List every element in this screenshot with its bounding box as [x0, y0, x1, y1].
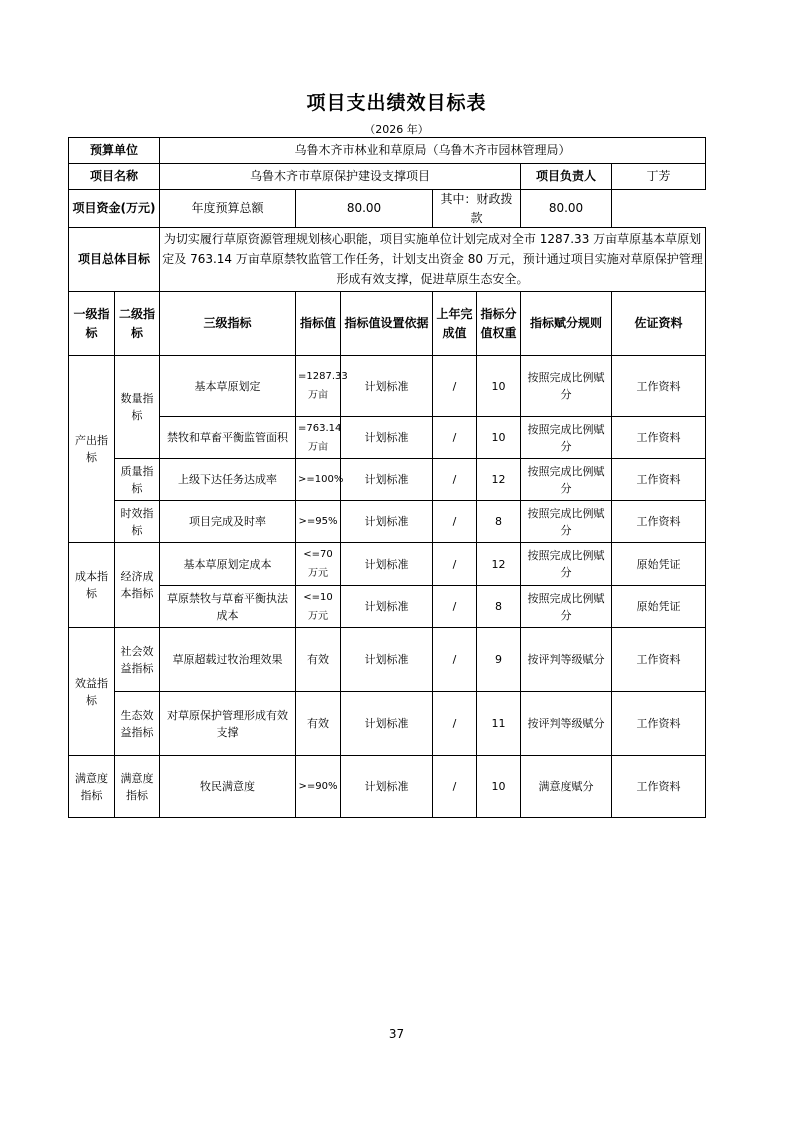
annual-budget-label: 年度预算总额: [160, 190, 296, 228]
value-cell: 有效: [296, 692, 341, 756]
last-year-cell: /: [433, 501, 477, 543]
project-name-label: 项目名称: [69, 164, 160, 190]
last-year-cell: /: [433, 543, 477, 586]
level1-cell: 成本指标: [69, 543, 115, 628]
basis-cell: 计划标准: [341, 692, 433, 756]
rule-cell: 按照完成比例赋分: [521, 459, 612, 501]
table-row: [69, 417, 706, 459]
level1-cell: 效益指标: [69, 628, 115, 756]
table-row: [69, 692, 706, 756]
last-year-cell: /: [433, 356, 477, 417]
weight-cell: 8: [477, 501, 521, 543]
table-row: [69, 628, 706, 692]
value-cell: 有效: [296, 628, 341, 692]
level2-cell: 生态效益指标: [115, 692, 160, 756]
basis-cell: 计划标准: [341, 417, 433, 459]
evidence-cell: 工作资料: [612, 756, 706, 818]
weight-cell: 10: [477, 756, 521, 818]
rule-cell: 按照完成比例赋分: [521, 501, 612, 543]
header-value: 指标值: [296, 292, 341, 356]
table-row: [69, 756, 706, 818]
header-level3: 三级指标: [160, 292, 296, 356]
level2-cell: 数量指标: [115, 356, 160, 459]
level2-cell: 经济成本指标: [115, 543, 160, 628]
level2-cell: 满意度指标: [115, 756, 160, 818]
document-year: （2026 年）: [364, 123, 429, 136]
table-row: [69, 543, 706, 586]
last-year-cell: /: [433, 756, 477, 818]
basis-cell: 计划标准: [341, 501, 433, 543]
evidence-cell: 工作资料: [612, 692, 706, 756]
evidence-cell: 工作资料: [612, 459, 706, 501]
level3-cell: 基本草原划定: [160, 356, 296, 417]
level2-cell: 社会效益指标: [115, 628, 160, 692]
level3-cell: 草原禁牧与草畜平衡执法成本: [160, 586, 296, 628]
table-row: [69, 586, 706, 628]
annual-budget-value: 80.00: [296, 190, 433, 228]
weight-cell: 12: [477, 459, 521, 501]
level3-cell: 牧民满意度: [160, 756, 296, 818]
rule-cell: 按照完成比例赋分: [521, 586, 612, 628]
value-cell: =1287.33 万亩: [296, 356, 341, 417]
table-row: [69, 356, 706, 417]
weight-cell: 10: [477, 356, 521, 417]
page-number: 37: [388, 1027, 405, 1041]
rule-cell: 满意度赋分: [521, 756, 612, 818]
last-year-cell: /: [433, 417, 477, 459]
project-funds-label: 项目资金(万元): [69, 190, 160, 228]
evidence-cell: 原始凭证: [612, 543, 706, 586]
level3-cell: 上级下达任务达成率: [160, 459, 296, 501]
evidence-cell: 工作资料: [612, 628, 706, 692]
level3-cell: 禁牧和草畜平衡监管面积: [160, 417, 296, 459]
overall-goal-text: 为切实履行草原资源管理规划核心职能，项目实施单位计划完成对全市 1287.33 万亩草原基本草原划定及 763.14 万亩草原禁牧监管工作任务，计划支出资金 80 万元，预计通过项目实施对草原保护管理形成有效支撑，促进草原生态安全。: [160, 228, 706, 292]
rule-cell: 按照完成比例赋分: [521, 417, 612, 459]
value-cell: >=95%: [296, 501, 341, 543]
last-year-cell: /: [433, 692, 477, 756]
level1-cell: 满意度指标: [69, 756, 115, 818]
basis-cell: 计划标准: [341, 756, 433, 818]
table-row: [69, 501, 706, 543]
fiscal-allocation-label: 其中：财政拨款: [433, 190, 521, 228]
last-year-cell: /: [433, 586, 477, 628]
rule-cell: 按评判等级赋分: [521, 628, 612, 692]
rule-cell: 按照完成比例赋分: [521, 356, 612, 417]
weight-cell: 9: [477, 628, 521, 692]
basis-cell: 计划标准: [341, 586, 433, 628]
weight-cell: 10: [477, 417, 521, 459]
evidence-cell: 工作资料: [612, 417, 706, 459]
fiscal-allocation-value: 80.00: [521, 190, 612, 228]
level3-cell: 项目完成及时率: [160, 501, 296, 543]
rule-cell: 按评判等级赋分: [521, 692, 612, 756]
rule-cell: 按照完成比例赋分: [521, 543, 612, 586]
budget-unit-label: 预算单位: [69, 138, 160, 164]
basis-cell: 计划标准: [341, 628, 433, 692]
header-level2: 二级指标: [115, 292, 160, 356]
level2-cell: 质量指标: [115, 459, 160, 501]
level3-cell: 对草原保护管理形成有效支撑: [160, 692, 296, 756]
last-year-cell: /: [433, 628, 477, 692]
level2-cell: 时效指标: [115, 501, 160, 543]
project-name-value: 乌鲁木齐市草原保护建设支撑项目: [160, 164, 521, 190]
level3-cell: 基本草原划定成本: [160, 543, 296, 586]
value-cell: =763.14 万亩: [296, 417, 341, 459]
performance-table: [68, 137, 706, 818]
weight-cell: 8: [477, 586, 521, 628]
header-weight: 指标分值权重: [477, 292, 521, 356]
table-row: [69, 459, 706, 501]
header-rule: 指标赋分规则: [521, 292, 612, 356]
value-cell: >=90%: [296, 756, 341, 818]
basis-cell: 计划标准: [341, 543, 433, 586]
weight-cell: 11: [477, 692, 521, 756]
level1-cell: 产出指标: [69, 356, 115, 543]
project-leader-value: 丁芳: [612, 164, 706, 190]
project-leader-label: 项目负责人: [521, 164, 612, 190]
basis-cell: 计划标准: [341, 459, 433, 501]
document-title: 项目支出绩效目标表: [306, 92, 487, 114]
overall-goal-label: 项目总体目标: [69, 228, 160, 292]
basis-cell: 计划标准: [341, 356, 433, 417]
header-last-year: 上年完成值: [433, 292, 477, 356]
weight-cell: 12: [477, 543, 521, 586]
value-cell: >=100%: [296, 459, 341, 501]
header-level1: 一级指标: [69, 292, 115, 356]
level3-cell: 草原超载过牧治理效果: [160, 628, 296, 692]
value-cell: <=10 万元: [296, 586, 341, 628]
value-cell: <=70 万元: [296, 543, 341, 586]
header-basis: 指标值设置依据: [341, 292, 433, 356]
last-year-cell: /: [433, 459, 477, 501]
evidence-cell: 原始凭证: [612, 586, 706, 628]
header-evidence: 佐证资料: [612, 292, 706, 356]
evidence-cell: 工作资料: [612, 501, 706, 543]
budget-unit-value: 乌鲁木齐市林业和草原局（乌鲁木齐市园林管理局）: [160, 138, 706, 164]
evidence-cell: 工作资料: [612, 356, 706, 417]
